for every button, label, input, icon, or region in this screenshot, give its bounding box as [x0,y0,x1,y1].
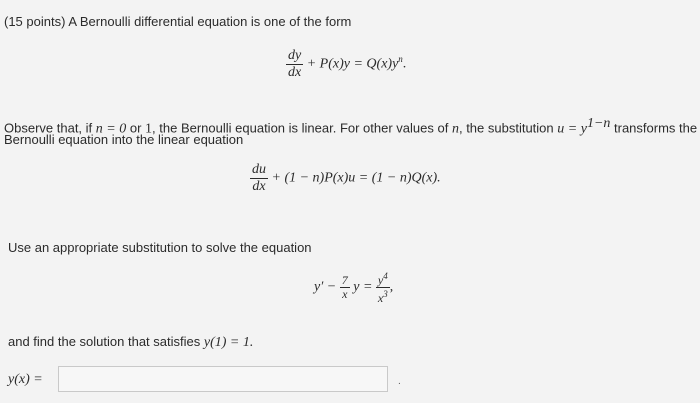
dy-dx-fraction: $\frac{dy}{dx}$ [288,48,302,80]
find-solution-text: and find the solution that satisfies y(1) = 1. [8,334,254,350]
problem-intro: (15 points) A Bernoulli differential equation is one of the form [4,14,352,29]
period-mark: . [398,376,401,387]
observe-text-line2: Bernoulli equation into the linear equation [4,132,244,147]
observe-text-line1: Observe that, if n = 0 or 1, the Bernoulli equation is linear. For other values of n, the substitution $u = y^{1-n}$ transforms the [4,116,698,137]
answer-input[interactable] [58,366,388,392]
bernoulli-equation: $\frac{dy}{dx}$ + $P(x)y = Q(x)y^n$. [288,48,407,80]
use-substitution-text: Use an appropriate substitution to solve the equation [8,240,312,255]
du-dx-fraction: $\frac{du}{dx}$ [252,162,266,194]
y4-over-x3-fraction: $\frac{y^4}{x^3}$ [377,271,388,305]
seven-over-x-fraction: $\frac{7}{x}$ [341,273,348,301]
target-equation: y′ − $\frac{7}{x}$ y = $\frac{y^4}{x^3}$ , [314,271,394,305]
linear-equation: $\frac{du}{dx}$ + (1 − n)P(x)u = (1 − n)Q(x). [252,162,441,194]
answer-label: y(x) = [8,372,43,387]
